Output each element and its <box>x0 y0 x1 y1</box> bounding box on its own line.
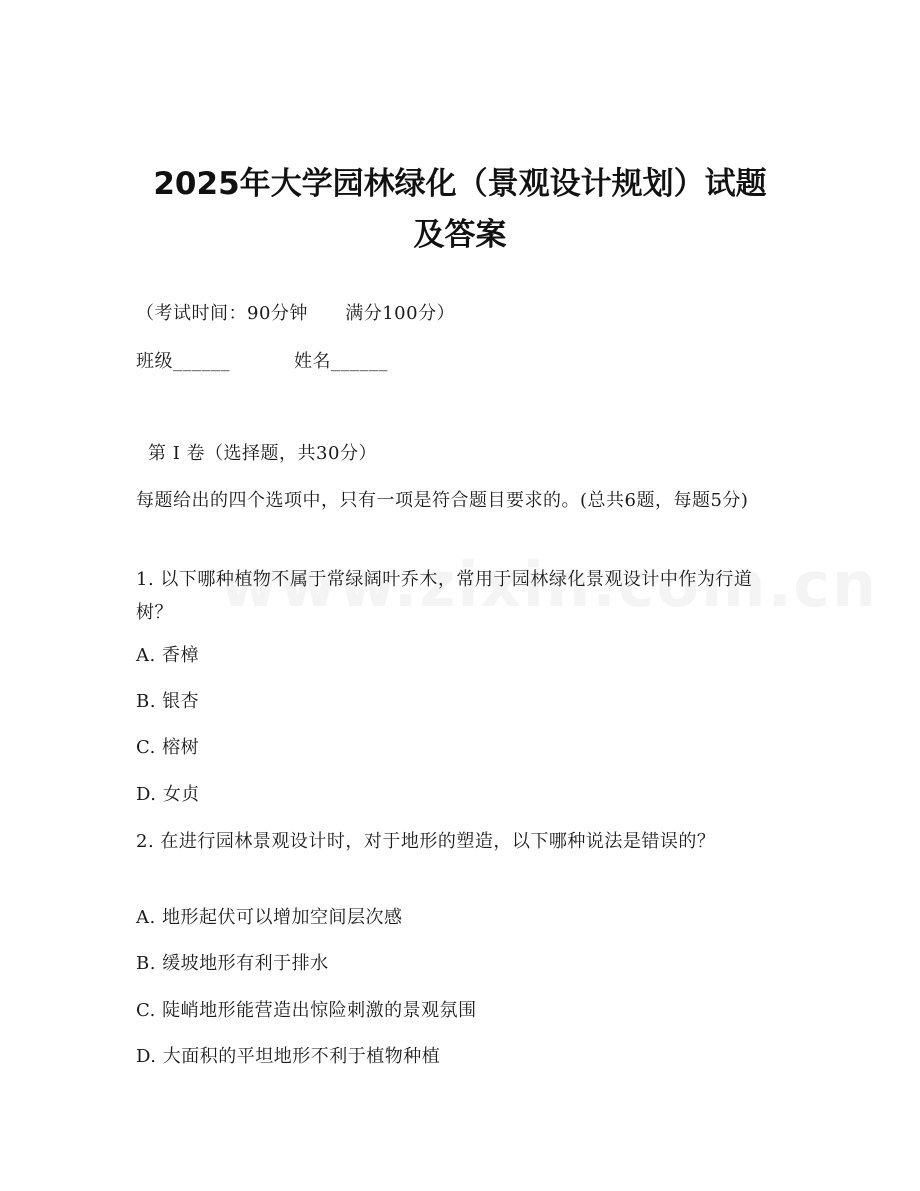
question-2-text: 2. 在进行园林景观设计时，对于地形的塑造，以下哪种说法是错误的？ <box>136 831 716 852</box>
question-1-option-c: C. 榕树 <box>136 737 200 758</box>
question-2-option-d: D. 大面积的平坦地形不利于植物种植 <box>136 1046 441 1067</box>
question-1-text: 1. 以下哪种植物不属于常绿阔叶乔木，常用于园林绿化景观设计中作为行道树？ <box>136 569 753 623</box>
question-2-option-a: A. 地形起伏可以增加空间层次感 <box>136 907 403 928</box>
exam-info: （考试时间：90分钟 满分100分） <box>136 303 456 324</box>
name-field-label: 姓名______ <box>294 351 388 372</box>
question-1-option-a: A. 香樟 <box>136 645 199 666</box>
section-heading: 第 I 卷（选择题，共30分） <box>148 443 377 464</box>
document-title-line-2: 及答案 <box>413 217 507 253</box>
question-1-option-b: B. 银杏 <box>136 691 200 712</box>
question-1-option-d: D. 女贞 <box>136 784 200 805</box>
class-field-label: 班级______ <box>136 351 230 372</box>
question-2-option-c: C. 陡峭地形能营造出惊险刺激的景观氛围 <box>136 1000 477 1021</box>
instructions-text: 每题给出的四个选项中，只有一项是符合题目要求的。(总共6题，每题5分) <box>136 490 749 511</box>
document-title-line-1: 2025年大学园林绿化（景观设计规划）试题 <box>153 166 767 202</box>
question-2-option-b: B. 缓坡地形有利于排水 <box>136 953 329 974</box>
